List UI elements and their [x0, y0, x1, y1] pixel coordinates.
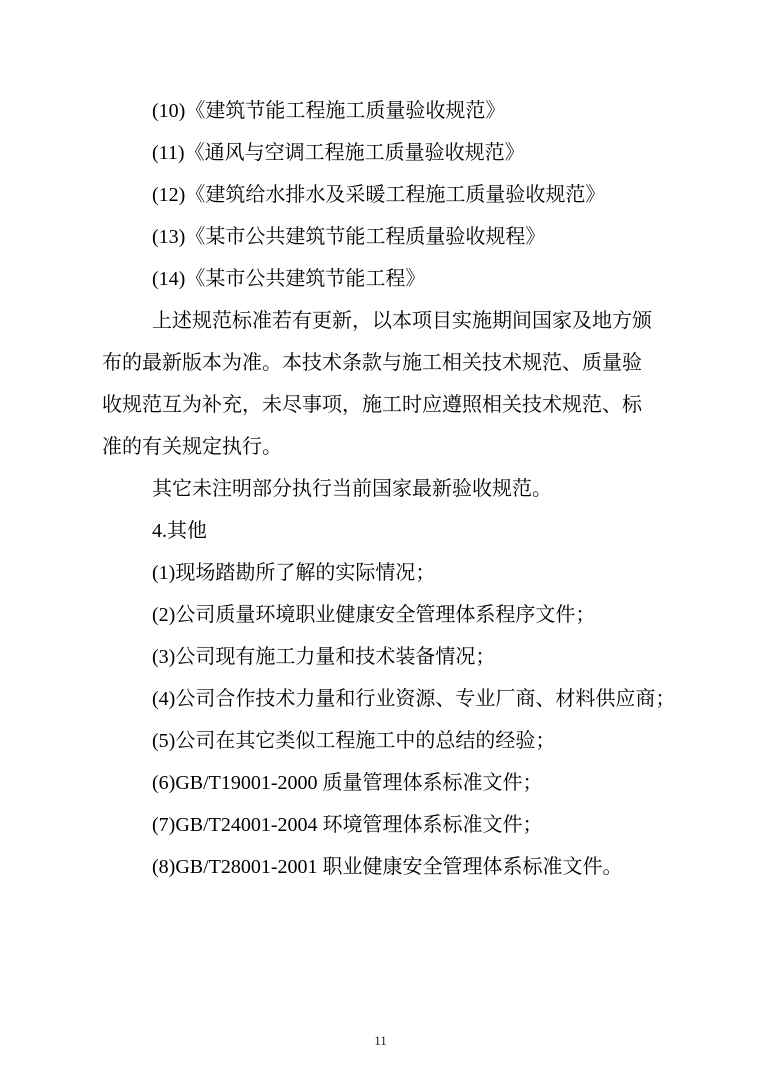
text-line: (11)《通风与空调工程施工质量验收规范》: [152, 142, 525, 164]
text-line: 布的最新版本为准。本技术条款与施工相关技术规范、质量验: [102, 352, 642, 374]
text-line: (8)GB/T28001-2001 职业健康安全管理体系标准文件。: [152, 856, 623, 878]
text-line: 上述规范标准若有更新，以本项目实施期间国家及地方颁: [152, 310, 652, 332]
text-line: (1)现场踏勘所了解的实际情况；: [152, 562, 436, 584]
document-body: [0, 90, 761, 888]
text-line: 准的有关规定执行。: [102, 436, 282, 458]
text-line: 其它未注明部分执行当前国家最新验收规范。: [152, 478, 552, 500]
text-line: 收规范互为补充，未尽事项，施工时应遵照相关技术规范、标: [102, 394, 642, 416]
text-line: (2)公司质量环境职业健康安全管理体系程序文件；: [152, 604, 596, 626]
text-line: (5)公司在其它类似工程施工中的总结的经验；: [152, 730, 556, 752]
text-line: (6)GB/T19001-2000 质量管理体系标准文件；: [152, 772, 543, 794]
text-line: (13)《某市公共建筑节能工程质量验收规程》: [152, 226, 546, 248]
text-line: (14)《某市公共建筑节能工程》: [152, 268, 426, 290]
text-line: (10)《建筑节能工程施工质量验收规范》: [152, 100, 506, 122]
text-line: (4)公司合作技术力量和行业资源、专业厂商、材料供应商；: [152, 688, 676, 710]
page-number: 11: [374, 1033, 387, 1048]
text-line: (7)GB/T24001-2004 环境管理体系标准文件；: [152, 814, 543, 836]
text-line: 4.其他: [152, 520, 207, 542]
text-line: (3)公司现有施工力量和技术装备情况；: [152, 646, 496, 668]
text-line: (12)《建筑给水排水及采暖工程施工质量验收规范》: [152, 184, 606, 206]
